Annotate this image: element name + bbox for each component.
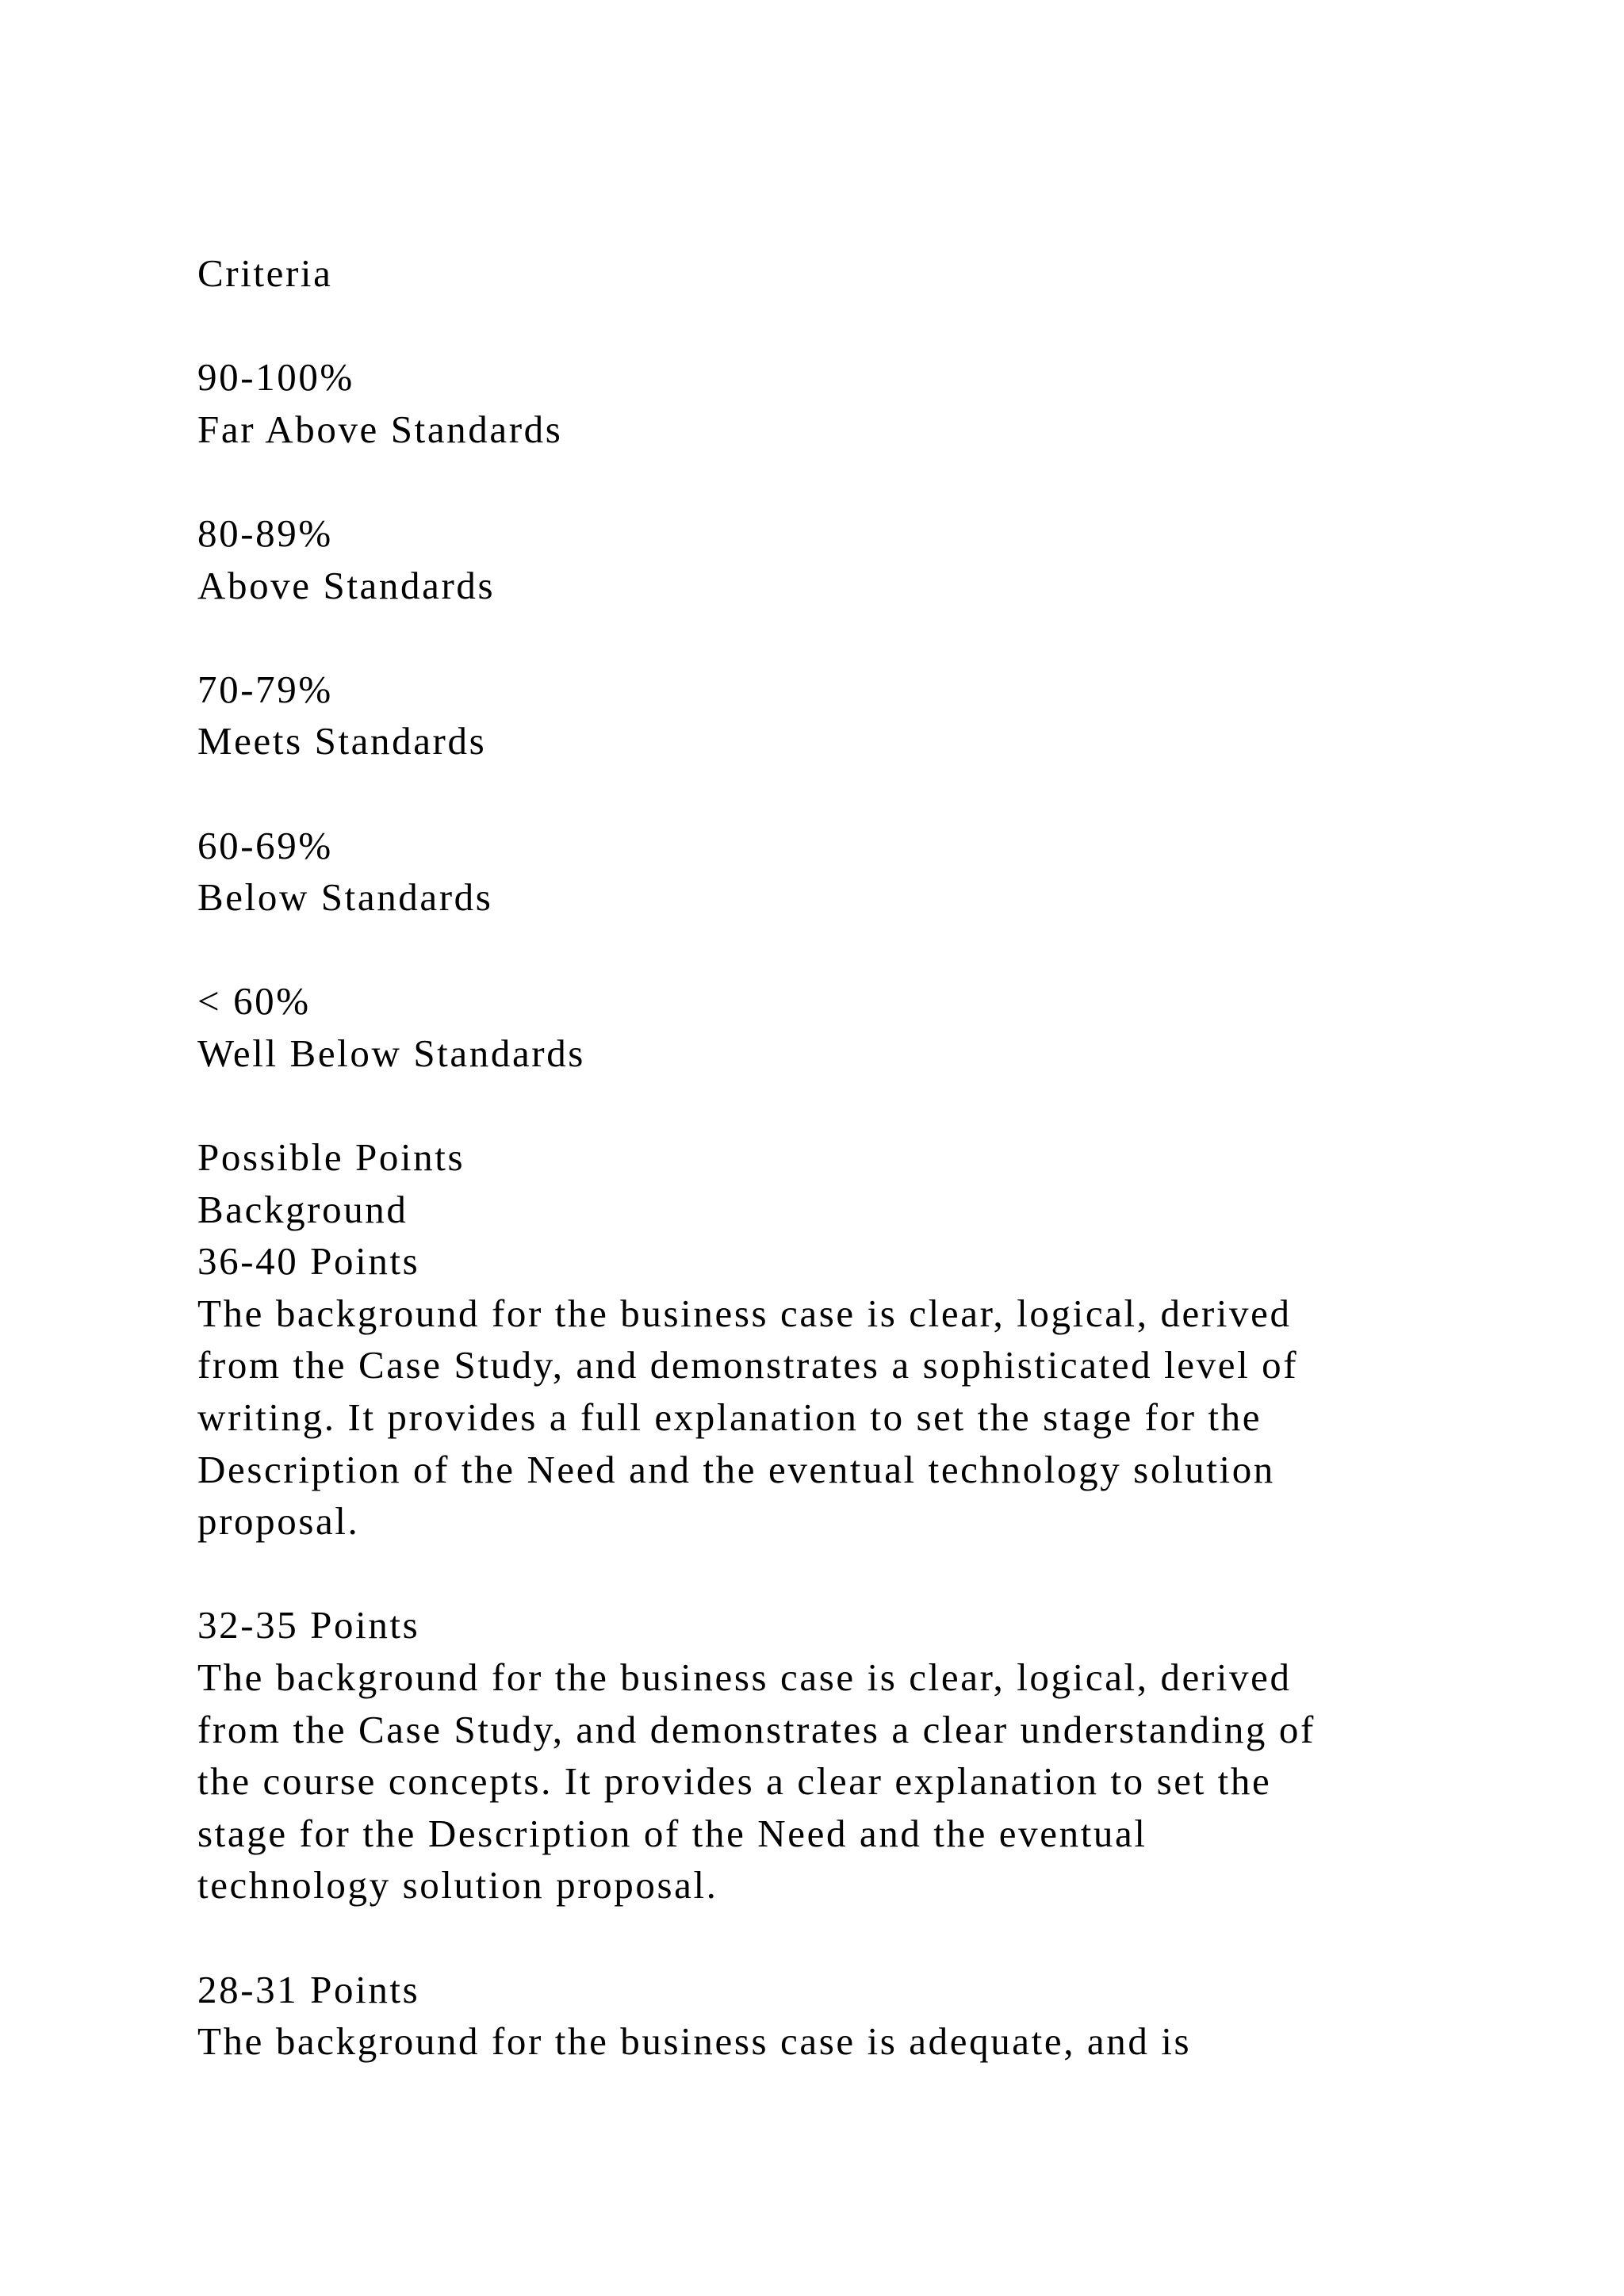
level-label: Meets Standards: [197, 719, 487, 763]
spacer: [197, 1911, 1514, 1964]
entry-points: 28-31 Points: [197, 1967, 420, 2011]
entry-points: 36-40 Points: [197, 1239, 420, 1284]
level-label: Above Standards: [197, 563, 496, 607]
level-label: Well Below Standards: [197, 1031, 585, 1075]
entry-text-line: technology solution proposal.: [197, 1863, 718, 1908]
entry-text-line: from the Case Study, and demonstrates a clear understanding of: [197, 1707, 1316, 1751]
criterion-name: Background: [197, 1187, 408, 1231]
spacer: [197, 611, 1514, 664]
level-range: 90-100%: [197, 355, 354, 400]
rubric-text: [197, 247, 1514, 2068]
spacer: [197, 300, 1514, 352]
possible-points-label: Possible Points: [197, 1135, 465, 1180]
level-label: Below Standards: [197, 875, 493, 920]
level-range: 60-69%: [197, 823, 333, 867]
entry-text-line: the course concepts. It provides a clear explanation to set the: [197, 1759, 1272, 1804]
spacer: [197, 1548, 1514, 1600]
spacer: [197, 455, 1514, 507]
entry-text-line: The background for the business case is clear, logical, derived: [197, 1655, 1292, 1700]
spacer: [197, 1080, 1514, 1132]
entry-text-line: The background for the business case is clear, logical, derived: [197, 1291, 1292, 1335]
entry-text-line: Description of the Need and the eventual technology solution: [197, 1447, 1275, 1491]
level-range: 80-89%: [197, 511, 333, 555]
spacer: [197, 767, 1514, 820]
entry-text-line: stage for the Description of the Need and the eventual: [197, 1811, 1147, 1855]
entry-text-line: The background for the business case is adequate, and is: [197, 2019, 1192, 2064]
entry-text-line: proposal.: [197, 1499, 360, 1544]
criteria-heading: Criteria: [197, 251, 333, 295]
level-label: Far Above Standards: [197, 407, 563, 451]
level-range: 70-79%: [197, 667, 333, 711]
entry-text-line: writing. It provides a full explanation to set the stage for the: [197, 1395, 1262, 1440]
spacer: [197, 924, 1514, 976]
entry-text-line: from the Case Study, and demonstrates a sophisticated level of: [197, 1343, 1299, 1387]
level-range: < 60%: [197, 979, 311, 1024]
entry-points: 32-35 Points: [197, 1603, 420, 1647]
